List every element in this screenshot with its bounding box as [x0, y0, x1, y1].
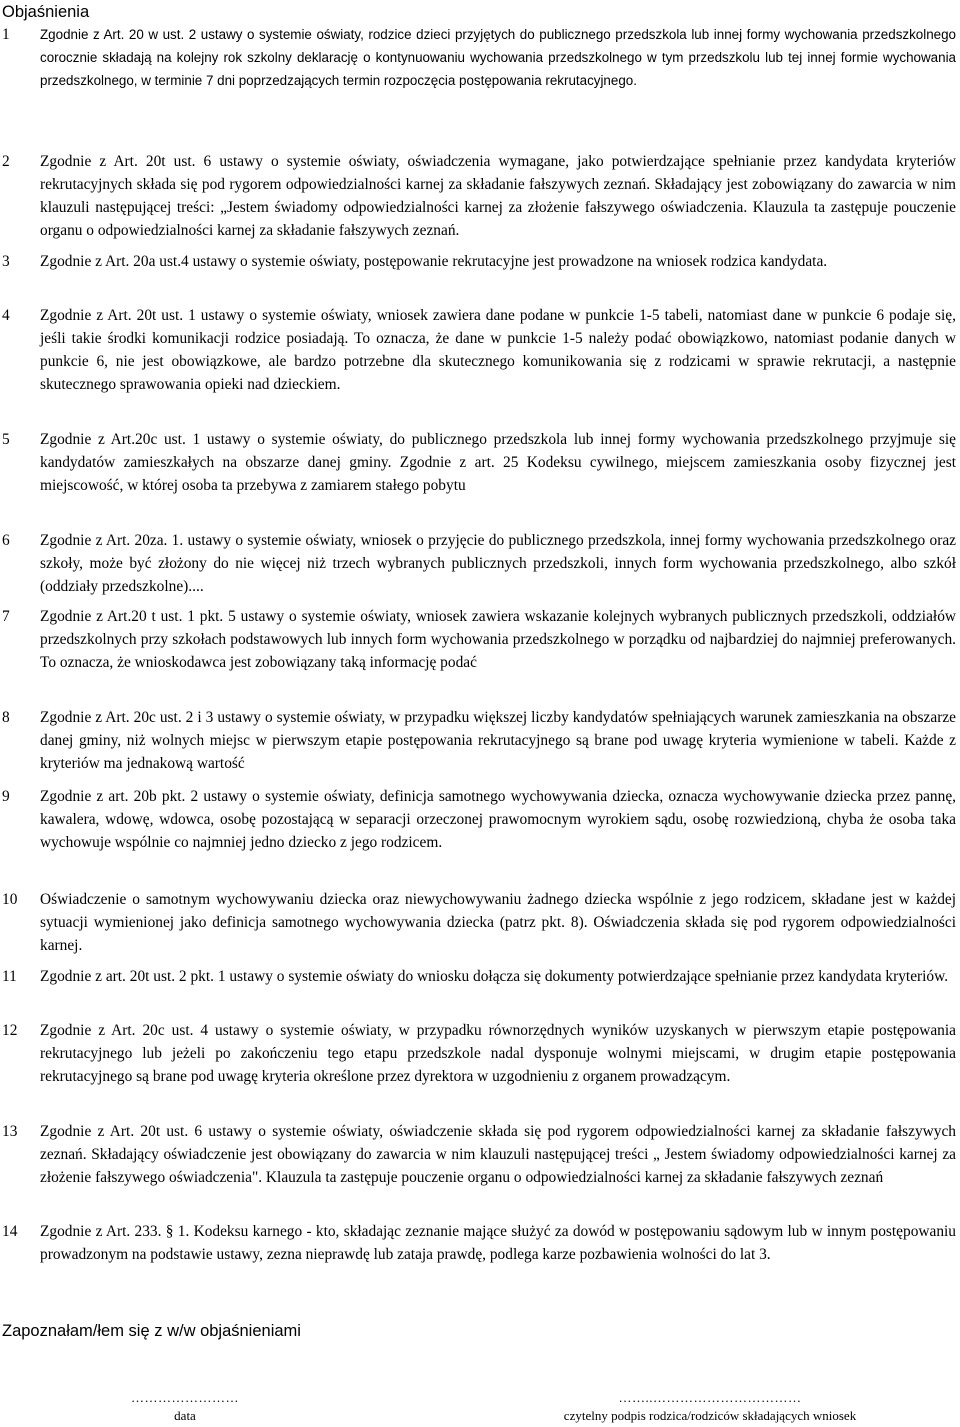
acknowledgement-statement: Zapoznałam/łem się z w/w objaśnieniami	[2, 1322, 301, 1340]
item-number: 14	[2, 1223, 18, 1240]
item-number: 1	[2, 26, 10, 43]
item-number: 13	[2, 1123, 18, 1140]
list-item	[0, 251, 956, 274]
list-item	[0, 530, 956, 599]
item-number: 8	[2, 709, 10, 726]
date-dotted-line: ……………………	[131, 1390, 239, 1405]
parent-signature-block	[490, 1390, 930, 1424]
list-item	[0, 151, 956, 243]
date-signature-block	[40, 1390, 330, 1424]
item-number: 12	[2, 1022, 18, 1039]
item-text: Zgodnie z Art.20 t ust. 1 pkt. 5 ustawy o systemie oświaty, wniosek zawiera wskazanie kolejnych wybranych publicznych przedszkoli, oddziałów przedszkolnych przy szkołach podstawowych lub innych form wychowania przedszkolnego w porządku od najbardziej do najmniej preferowanych. To oznacza, że wnioskodawca jest zobowiązany taką informację podać	[40, 608, 956, 671]
item-text: Oświadczenie o samotnym wychowywaniu dziecka oraz niewychowywaniu żadnego dziecka wspólnie z jego rodzicem, składane jest w każdej sytuacji wymienionej jako definicja samotnego wychowywania dziecka (patrz pkt. 8). Oświadczenia składa się pod rygorem odpowiedzialności karnej.	[40, 891, 956, 954]
item-number: 7	[2, 608, 10, 625]
item-number: 2	[2, 153, 10, 170]
list-item	[0, 305, 956, 397]
item-number: 9	[2, 788, 10, 805]
list-item	[0, 606, 956, 675]
page-title: Objaśnienia	[2, 3, 90, 21]
signature-dotted-line: ……..……………………………	[618, 1390, 802, 1405]
item-text: Zgodnie z Art. 20t ust. 6 ustawy o systemie oświaty, oświadczenia wymagane, jako potwierdzające spełnianie przez kandydata kryteriów rekrutacyjnych składa się pod rygorem odpowiedzialności karnej za składanie fałszywych zeznań. Składający jest zobowiązany do zawarcia w nim klauzuli następującej treści: „Jestem świadomy odpowiedzialności karnej za złożenie fałszywego oświadczenia. Klauzula ta zastępuje pouczenie organu o odpowiedzialności karnej za składanie fałszywych zeznań.	[40, 153, 956, 239]
list-item	[0, 429, 956, 498]
list-item	[0, 1121, 956, 1190]
list-item	[0, 707, 956, 776]
item-number: 3	[2, 253, 10, 270]
item-text: Zgodnie z Art. 20t ust. 6 ustawy o systemie oświaty, oświadczenie składa się pod rygorem odpowiedzialności karnej za składanie fałszywych zeznań. Składający oświadczenie jest obowiązany do zawarcia w nim klauzuli następującej treści „ Jestem świadomy odpowiedzialności karnej za złożenie fałszywego oświadczenia". Klauzula ta zastępuje pouczenie organu o odpowiedzialności karnej za składanie fałszywych zeznań	[40, 1123, 956, 1186]
list-item	[0, 24, 956, 93]
item-text: Zgodnie z art. 20t ust. 2 pkt. 1 ustawy o systemie oświaty do wniosku dołącza się dokumenty potwierdzające spełnianie przez kandydata kryteriów.	[40, 968, 949, 985]
item-text: Zgodnie z Art. 233. § 1. Kodeksu karnego - kto, składając zeznanie mające służyć za dowód w postępowaniu sądowym lub w innym postępowaniu prowadzonym na podstawie ustawy, zezna nieprawdę lub zataja prawdę, podlega karze pozbawienia wolności do lat 3.	[40, 1223, 956, 1263]
date-label: data	[174, 1408, 196, 1423]
item-text: Zgodnie z Art. 20a ust.4 ustawy o systemie oświaty, postępowanie rekrutacyjne jest prowadzone na wniosek rodzica kandydata.	[40, 253, 828, 270]
item-text: Zgodnie z Art. 20t ust. 1 ustawy o systemie oświaty, wniosek zawiera dane podane w punkcie 1-5 tabeli, natomiast dane w punkcie 6 podaje się, jeśli takie środki komunikacji rodzice posiadają. To oznacza, że dane w punkcie 1-5 należy podać obowiązkowo, natomiast podanie danych w punkcie 6, nie jest obowiązkowe, ale bardzo potrzebne dla skutecznego komunikowania się z rodzicami w sprawie rekrutacji, a następnie skutecznego sprawowania opieki nad dzieckiem.	[40, 307, 956, 393]
item-text: Zgodnie z Art.20c ust. 1 ustawy o systemie oświaty, do publicznego przedszkola lub innej formy wychowania przedszkolnego przyjmuje się kandydatów zamieszkałych na obszarze danej gminy. Zgodnie z art. 25 Kodeksu cywilnego, miejscem zamieszkania osoby fizycznej jest miejscowość, w której osoba ta przebywa z zamiarem stałego pobytu	[40, 431, 956, 494]
list-item	[0, 966, 956, 989]
signature-label: czytelny podpis rodzica/rodziców składających wniosek	[563, 1408, 857, 1423]
list-item	[0, 1221, 956, 1267]
item-number: 5	[2, 431, 10, 448]
item-text: Zgodnie z Art. 20c ust. 2 i 3 ustawy o systemie oświaty, w przypadku większej liczby kandydatów spełniających warunek zamieszkania na obszarze danej gminy, niż wolnych miejsc w pierwszym etapie postępowania rekrutacyjnego są brane pod uwagę kryteria wymienione w tabeli. Każde z kryteriów ma jednakową wartość	[40, 709, 956, 772]
item-text: Zgodnie z art. 20b pkt. 2 ustawy o systemie oświaty, definicja samotnego wychowywania dziecka, oznacza wychowywanie dziecka przez pannę, kawalera, wdowę, wdowca, osobę pozostającą w separacji orzeczonej prawomocnym wyrokiem sądu, osobę rozwiedzioną, chyba że osoba taka wychowuje wspólnie co najmniej jedno dziecko z jego rodzicem.	[40, 788, 956, 851]
item-text: Zgodnie z Art. 20za. 1. ustawy o systemie oświaty, wniosek o przyjęcie do publicznego przedszkola, innej formy wychowania przedszkolnego oraz szkoły, może być złożony do nie więcej niż trzech wybranych publicznych przedszkoli, innych form wychowania przedszkolnego, albo szkół (oddziały przedszkolne)....	[40, 532, 956, 595]
item-text: Zgodnie z Art. 20c ust. 4 ustawy o systemie oświaty, w przypadku równorzędnych wyników uzyskanych w pierwszym etapie postępowania rekrutacyjnego lub jeżeli po zakończeniu tego etapu przedszkole nadal dysponuje wolnymi miejscami, w drugim etapie postępowania rekrutacyjnego są brane pod uwagę kryteria określone przez dyrektora w uzgodnieniu z organem prowadzącym.	[40, 1022, 956, 1085]
item-number: 10	[2, 891, 18, 908]
list-item	[0, 1020, 956, 1089]
item-number: 11	[2, 968, 17, 985]
item-number: 6	[2, 532, 10, 549]
list-item	[0, 786, 956, 855]
list-item	[0, 889, 956, 958]
item-number: 4	[2, 307, 10, 324]
item-text: Zgodnie z Art. 20 w ust. 2 ustawy o systemie oświaty, rodzice dzieci przyjętych do publicznego przedszkola lub innej formy wychowania przedszkolnego corocznie składają na kolejny rok szkolny deklarację o kontynuowaniu wychowania przedszkolnego w tym przedszkolu lub tej innej formie wychowania przedszkolnego, w terminie 7 dni poprzedzających termin rozpoczęcia postępowania rekrutacyjnego.	[40, 27, 956, 88]
